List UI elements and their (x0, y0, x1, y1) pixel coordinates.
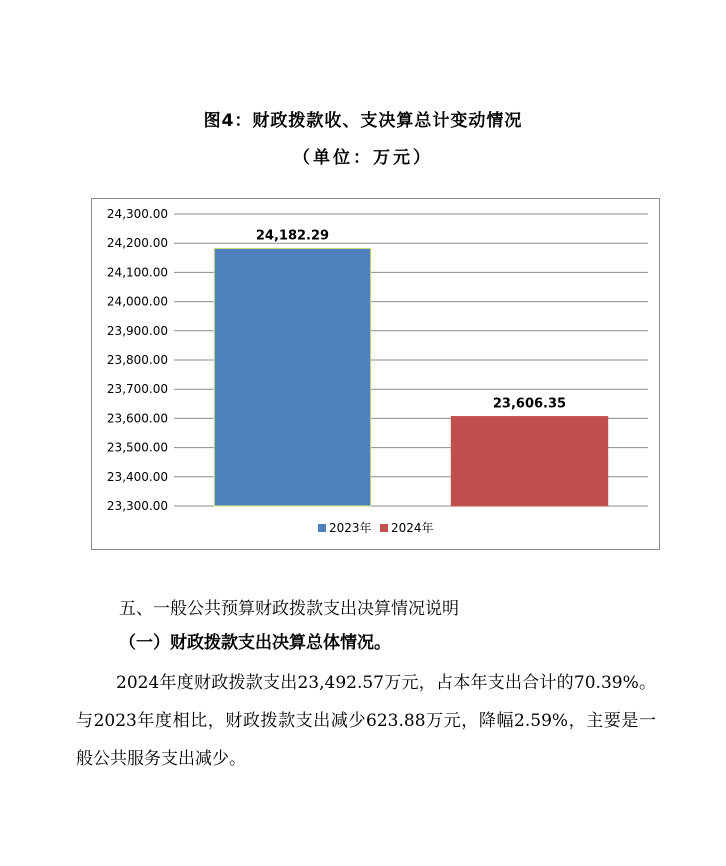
bar-0 (214, 248, 370, 506)
figure-unit-label: （单位：万元） (293, 148, 433, 168)
y-tick-label: 23,900.00 (106, 323, 168, 338)
figure-title: 图4：财政拨款收、支决算总计变动情况 (203, 111, 523, 131)
y-tick-label: 23,800.00 (106, 353, 168, 367)
y-tick-label: 24,300.00 (106, 207, 168, 221)
bar-chart (91, 198, 660, 550)
y-tick-label: 23,300.00 (106, 499, 168, 513)
chart-canvas (92, 199, 661, 551)
y-tick-label: 24,000.00 (106, 294, 168, 309)
y-tick-label: 23,700.00 (106, 382, 168, 397)
y-tick-label: 23,500.00 (106, 440, 168, 455)
y-tick-label: 23,400.00 (106, 469, 168, 484)
body-paragraph: 2024年度财政拨款支出23,492.57万元，占本年支出合计的70.39%。与2023年度相比，财政拨款支出减少623.88万元，降幅2.59%，主要是一般公共服务支出减少。 (76, 673, 656, 769)
data-label: 24,182.29 (255, 228, 330, 244)
sub-heading: （一）财政拨款支出决算总体情况。 (119, 633, 391, 653)
data-label: 23,606.35 (492, 396, 567, 412)
y-tick-label: 24,200.00 (106, 236, 168, 251)
legend-swatch (380, 524, 388, 532)
y-tick-label: 23,600.00 (106, 411, 168, 426)
section-heading: 五、一般公共预算财政拨款支出决算情况说明 (119, 599, 459, 619)
legend-swatch (318, 524, 326, 532)
legend-label: 2024年 (391, 521, 434, 535)
bar-1 (451, 417, 607, 506)
legend-label: 2023年 (329, 521, 372, 535)
y-tick-label: 24,100.00 (106, 265, 168, 280)
